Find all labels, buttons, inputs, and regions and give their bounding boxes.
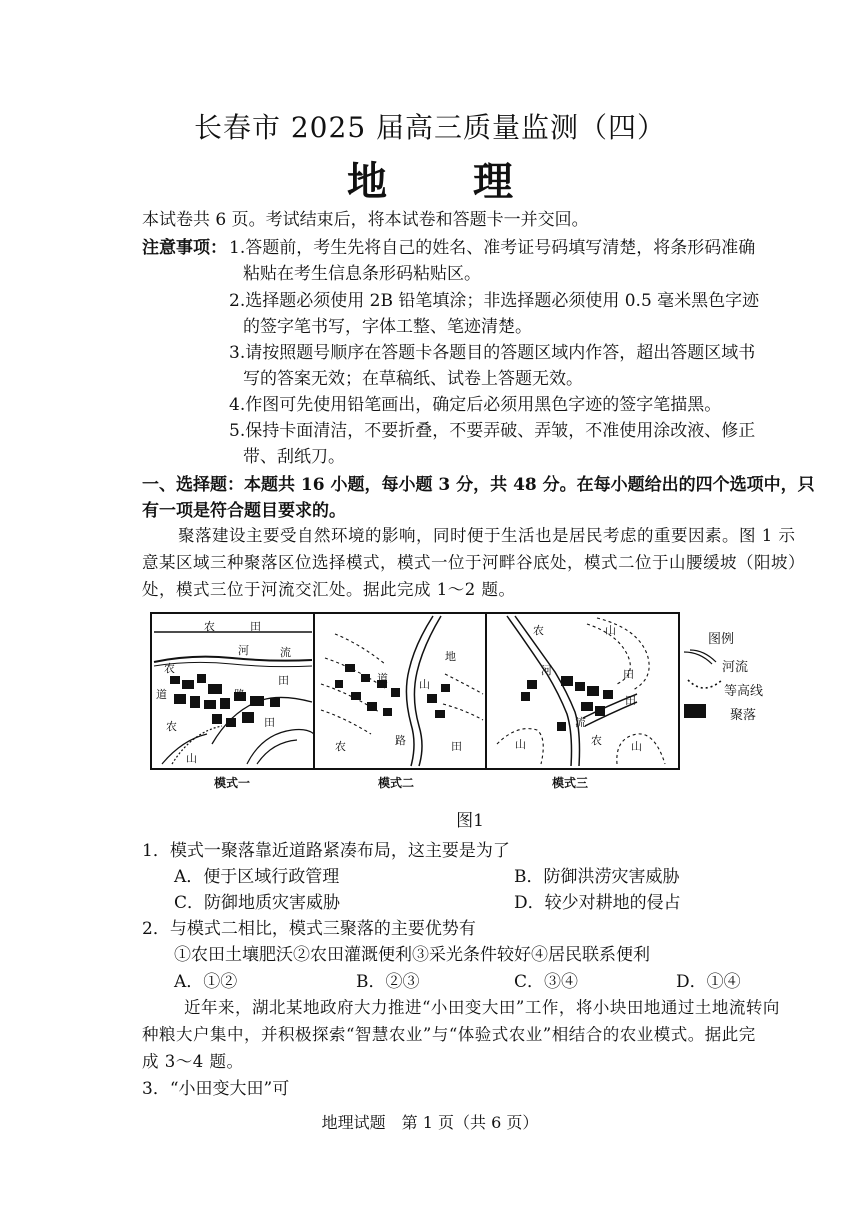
q1-option-a[interactable]: A．便于区域行政管理 xyxy=(174,867,340,887)
p3-label-shan3: 山 xyxy=(631,740,642,753)
section-heading-line1: 一、选择题：本题共 16 小题，每小题 3 分，共 48 分。在每小题给出的四个选项中，只 xyxy=(142,475,815,495)
p1-label-tian2: 田 xyxy=(278,674,289,687)
p1-label-tian3: 田 xyxy=(264,716,275,729)
p1-label-liu: 流 xyxy=(280,646,291,659)
q2-option-b[interactable]: B．②③ xyxy=(356,972,420,992)
passage1-line3: 处，模式三位于河流交汇处。据此完成 1～2 题。 xyxy=(142,580,516,599)
q1-option-c[interactable]: C．防御地质灾害威胁 xyxy=(174,893,341,913)
note-5-line1: 5.保持卡面清洁，不要折叠，不要弄破、弄皱，不准使用涂改液、修正 xyxy=(229,421,756,441)
legend-contour-icon xyxy=(686,676,726,696)
panel-2-caption: 模式二 xyxy=(378,776,415,790)
p2-label-dao: 道 xyxy=(377,672,388,685)
p3-label-tian2: 田 xyxy=(625,694,636,707)
q2-option-d[interactable]: D．①④ xyxy=(676,972,741,992)
q2-stem: 2．与模式二相比，模式三聚落的主要优势有 xyxy=(142,919,476,939)
p3-label-nong1: 农 xyxy=(533,624,544,637)
exam-title: 长春市 2025 届高三质量监测（四） xyxy=(193,111,667,144)
passage2-line1: 近年来，湖北某地政府大力推进“小田变大田”工作，将小块田地通过土地流转向 xyxy=(184,998,780,1017)
p1-label-nong1: 农 xyxy=(204,620,215,633)
passage1-line2: 意某区域三种聚落区位选择模式，模式一位于河畔谷底处，模式二位于山腰缓坡（阳坡） xyxy=(142,553,805,572)
p2-label-nong: 农 xyxy=(335,740,346,753)
section-heading-line2: 有一项是符合题目要求的。 xyxy=(142,501,346,521)
p2-label-di: 地 xyxy=(445,650,456,663)
p3-label-nong2: 农 xyxy=(591,734,602,747)
p3-label-shan1: 山 xyxy=(605,624,616,637)
p1-label-tian1: 田 xyxy=(250,620,261,633)
figure-legend xyxy=(690,628,780,748)
panel-1-caption: 模式一 xyxy=(214,776,251,790)
p1-label-nong2: 农 xyxy=(164,662,175,675)
q3-stem: 3．“小田变大田”可 xyxy=(142,1079,290,1099)
page-footer: 地理试题 第 1 页（共 6 页） xyxy=(321,1113,539,1132)
panel-mode-3 xyxy=(487,614,678,768)
legend-river-label: 河流 xyxy=(722,660,749,675)
note-5-line2: 带、刮纸刀。 xyxy=(243,447,345,467)
note-4-line1: 4.作图可先使用铅笔画出，确定后必须用黑色字迹的签字笔描黑。 xyxy=(229,395,722,415)
note-2-line1: 2.选择题必须使用 2B 铅笔填涂；非选择题必须使用 0.5 毫米黑色字迹 xyxy=(229,291,760,311)
legend-settlement-label: 聚落 xyxy=(730,708,757,723)
q1-option-b[interactable]: B．防御洪涝灾害威胁 xyxy=(514,867,680,887)
note-3-line2: 写的答案无效；在草稿纸、试卷上答题无效。 xyxy=(243,369,583,389)
p3-label-he: 河 xyxy=(541,664,552,677)
p1-label-shan: 山 xyxy=(186,752,197,765)
q2-option-c[interactable]: C．③④ xyxy=(514,972,579,992)
p1-label-nong3: 农 xyxy=(166,720,177,733)
q1-stem: 1．模式一聚落靠近道路紧凑布局，这主要是为了 xyxy=(142,841,510,861)
passage2-line2: 种粮大户集中，并积极探索“智慧农业”与“体验式农业”相结合的农业模式。据此完 xyxy=(142,1025,756,1044)
passage2-line3: 成 3～4 题。 xyxy=(142,1052,244,1071)
p3-label-liu: 流 xyxy=(575,716,586,729)
p3-label-shan2: 山 xyxy=(515,738,526,751)
intro-text: 本试卷共 6 页。考试结束后，将本试卷和答题卡一并交回。 xyxy=(142,210,589,230)
notes-label: 注意事项： xyxy=(142,238,227,258)
legend-river-icon xyxy=(682,648,722,668)
legend-contour-label: 等高线 xyxy=(724,684,764,699)
legend-settlement-icon xyxy=(684,704,706,718)
panel-mode-2 xyxy=(315,614,487,768)
q2-items: ①农田土壤肥沃②农田灌溉便利③采光条件较好④居民联系便利 xyxy=(174,945,650,965)
figure-1 xyxy=(150,612,680,770)
panel-3-caption: 模式三 xyxy=(552,776,589,790)
p1-label-he: 河 xyxy=(238,644,249,657)
p2-label-lu: 路 xyxy=(395,734,406,747)
p1-label-lu: 路 xyxy=(234,688,245,701)
passage1-line1: 聚落建设主要受自然环境的影响，同时便于生活也是居民考虑的重要因素。图 1 示 xyxy=(178,526,796,545)
p1-label-dao: 道 xyxy=(156,688,167,701)
q1-option-d[interactable]: D．较少对耕地的侵占 xyxy=(514,893,681,913)
figure-caption: 图1 xyxy=(456,811,484,831)
q2-option-a[interactable]: A．①② xyxy=(174,972,238,992)
note-1-line1: 1.答题前，考生先将自己的姓名、准考证号码填写清楚，将条形码准确 xyxy=(229,238,756,258)
p2-label-shan: 山 xyxy=(419,678,430,691)
note-3-line1: 3.请按照题号顺序在答题卡各题目的答题区域内作答，超出答题区域书 xyxy=(229,343,756,363)
legend-title: 图例 xyxy=(708,632,735,647)
panel-mode-1 xyxy=(152,614,315,768)
p2-label-tian: 田 xyxy=(451,740,462,753)
note-1-line2: 粘贴在考生信息条形码粘贴区。 xyxy=(243,264,481,284)
subject-title: 地 理 xyxy=(347,158,549,205)
p3-label-tian1: 田 xyxy=(623,668,634,681)
note-2-line2: 的签字笔书写，字体工整、笔迹清楚。 xyxy=(243,317,532,337)
